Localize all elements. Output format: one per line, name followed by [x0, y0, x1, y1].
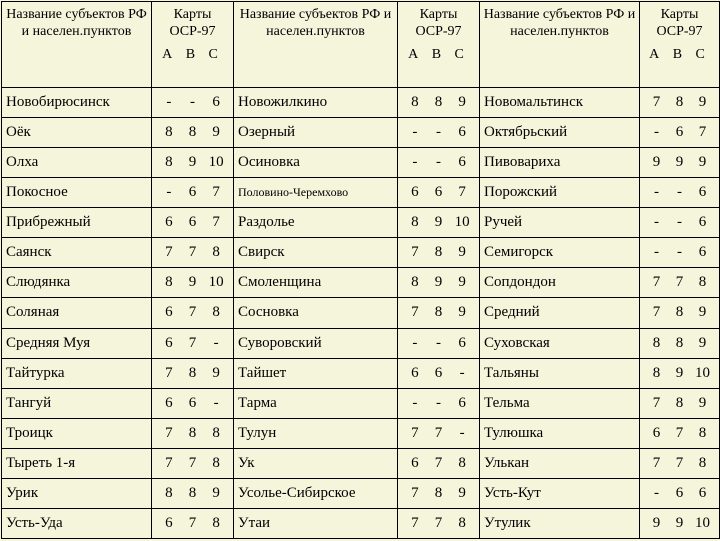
intensity-a: 7: [411, 304, 419, 321]
header-maps-1: Карты ОСР-97 А В С: [152, 2, 234, 88]
intensity-c: 7: [212, 214, 220, 231]
table-row: [2, 178, 720, 208]
intensity-values: [640, 328, 720, 358]
settlement-name: Октябрьский: [480, 118, 640, 148]
intensity-a: -: [412, 124, 418, 141]
intensity-c: -: [459, 364, 465, 381]
intensity-values: [152, 208, 234, 238]
header-maps-3: Карты ОСР-97 А В С: [640, 2, 720, 88]
intensity-a: 6: [411, 454, 419, 471]
intensity-c: 10: [695, 514, 710, 531]
settlement-name: Тайтурка: [2, 358, 152, 388]
intensity-values: [152, 268, 234, 298]
intensity-b: 8: [434, 484, 443, 501]
intensity-c: 9: [698, 394, 707, 411]
intensity-b: -: [435, 334, 441, 351]
intensity-a: -: [412, 334, 418, 351]
intensity-values: [398, 508, 480, 538]
intensity-c: 8: [212, 424, 220, 441]
intensity-values: [640, 388, 720, 418]
intensity-c: 6: [458, 334, 466, 351]
intensity-a: 7: [411, 514, 419, 531]
intensity-b: 9: [675, 154, 684, 171]
intensity-a: 6: [165, 394, 173, 411]
intensity-b: 6: [434, 184, 443, 201]
intensity-values: [640, 238, 720, 268]
settlement-name: Утаи: [234, 508, 398, 538]
settlement-name: Новобирюсинск: [2, 88, 152, 118]
intensity-values: [640, 88, 720, 118]
intensity-values: [398, 208, 480, 238]
intensity-c: 10: [208, 154, 224, 171]
intensity-values: [640, 478, 720, 508]
intensity-a: -: [166, 184, 172, 201]
table-row: [2, 238, 720, 268]
intensity-c: 6: [698, 484, 707, 501]
intensity-c: 9: [458, 484, 466, 501]
intensity-a: -: [654, 214, 659, 231]
settlement-name: Тыреть 1-я: [2, 448, 152, 478]
intensity-values: [398, 328, 480, 358]
intensity-a: 6: [165, 214, 173, 231]
table-row: [2, 448, 720, 478]
intensity-values: [152, 358, 234, 388]
intensity-b: 7: [434, 454, 443, 471]
intensity-b: 6: [188, 214, 197, 231]
intensity-b: 7: [434, 514, 443, 531]
intensity-b: 7: [434, 424, 443, 441]
intensity-a: 8: [411, 94, 419, 111]
intensity-a: 9: [652, 514, 661, 531]
settlement-name: Смоленщина: [234, 268, 398, 298]
settlement-name: Оёк: [2, 118, 152, 148]
intensity-values: [398, 478, 480, 508]
table-row: [2, 298, 720, 328]
intensity-b: 7: [188, 334, 197, 351]
intensity-a: 6: [652, 424, 661, 441]
intensity-b: 8: [675, 94, 684, 111]
table-row: [2, 148, 720, 178]
settlement-name: Усолье-Сибирское: [234, 478, 398, 508]
intensity-a: 7: [652, 454, 661, 471]
intensity-values: [640, 178, 720, 208]
settlement-name: Тулюшка: [480, 418, 640, 448]
intensity-b: 8: [188, 124, 197, 141]
settlement-name: Новожилкино: [234, 88, 398, 118]
settlement-name: Осиновка: [234, 148, 398, 178]
settlement-name: Ручей: [480, 208, 640, 238]
intensity-values: [152, 148, 234, 178]
intensity-a: -: [654, 484, 659, 501]
intensity-b: 8: [434, 94, 443, 111]
intensity-values: [152, 298, 234, 328]
intensity-values: [398, 238, 480, 268]
settlement-name: Тальяны: [480, 358, 640, 388]
settlement-name: Ук: [234, 448, 398, 478]
intensity-a: 6: [411, 364, 419, 381]
settlement-name: Улькан: [480, 448, 640, 478]
intensity-a: 7: [652, 304, 661, 321]
intensity-a: -: [654, 184, 659, 201]
intensity-c: 7: [458, 184, 466, 201]
intensity-c: 9: [698, 304, 707, 321]
intensity-values: [398, 148, 480, 178]
intensity-c: 9: [458, 94, 466, 111]
intensity-c: 9: [212, 364, 220, 381]
intensity-values: [640, 508, 720, 538]
intensity-c: 6: [458, 154, 466, 171]
intensity-a: -: [412, 154, 418, 171]
intensity-c: -: [213, 334, 219, 351]
settlement-name: Озерный: [234, 118, 398, 148]
intensity-b: 8: [434, 304, 443, 321]
table-row: [2, 268, 720, 298]
intensity-c: -: [459, 424, 465, 441]
intensity-c: 8: [458, 454, 466, 471]
header-maps-2: Карты ОСР-97 А В С: [398, 2, 480, 88]
intensity-c: -: [213, 394, 219, 411]
intensity-values: [398, 388, 480, 418]
intensity-c: 9: [212, 124, 220, 141]
settlement-name: Семигорск: [480, 238, 640, 268]
intensity-c: 9: [698, 94, 707, 111]
intensity-a: 8: [411, 274, 419, 291]
intensity-c: 8: [212, 304, 220, 321]
intensity-a: 7: [652, 274, 661, 291]
intensity-values: [398, 268, 480, 298]
intensity-a: -: [654, 124, 659, 141]
table-header: [2, 2, 720, 88]
intensity-b: 6: [188, 184, 197, 201]
intensity-values: [640, 448, 720, 478]
intensity-a: -: [166, 94, 172, 111]
intensity-a: 9: [652, 154, 661, 171]
intensity-c: 9: [458, 244, 466, 261]
intensity-c: 6: [698, 184, 707, 201]
settlement-name: Тангуй: [2, 388, 152, 418]
settlement-name: Сосновка: [234, 298, 398, 328]
intensity-values: [640, 418, 720, 448]
intensity-c: 9: [458, 274, 466, 291]
settlement-name: Прибрежный: [2, 208, 152, 238]
intensity-c: 6: [698, 244, 707, 261]
intensity-c: 6: [698, 214, 707, 231]
settlement-name: Суховская: [480, 328, 640, 358]
intensity-values: [152, 118, 234, 148]
intensity-b: 7: [188, 514, 197, 531]
table-row: [2, 388, 720, 418]
settlement-name: Тулун: [234, 418, 398, 448]
intensity-a: 6: [165, 334, 173, 351]
intensity-c: 6: [212, 94, 220, 111]
intensity-b: 8: [188, 364, 197, 381]
intensity-b: 8: [675, 394, 684, 411]
intensity-a: 7: [411, 484, 419, 501]
settlement-name: Новомальтинск: [480, 88, 640, 118]
intensity-b: 9: [434, 274, 443, 291]
table-row: [2, 418, 720, 448]
settlement-name: Утулик: [480, 508, 640, 538]
intensity-c: 10: [208, 274, 224, 291]
intensity-values: [398, 178, 480, 208]
settlement-name: Урик: [2, 478, 152, 508]
settlement-name: Тарма: [234, 388, 398, 418]
intensity-c: 10: [454, 214, 470, 231]
intensity-values: [152, 478, 234, 508]
settlement-name: Пивовариха: [480, 148, 640, 178]
settlement-name: Раздолье: [234, 208, 398, 238]
settlement-name: Тайшет: [234, 358, 398, 388]
header-name-3: Название субъектов РФ и населен.пунктов: [480, 2, 640, 88]
intensity-a: 7: [652, 394, 661, 411]
intensity-values: [152, 238, 234, 268]
settlement-name: Средний: [480, 298, 640, 328]
intensity-values: [398, 358, 480, 388]
intensity-b: -: [677, 184, 682, 201]
intensity-a: -: [654, 244, 659, 261]
intensity-values: [398, 298, 480, 328]
intensity-values: [152, 448, 234, 478]
intensity-b: 7: [188, 304, 197, 321]
intensity-a: 8: [652, 364, 661, 381]
intensity-a: 6: [165, 304, 173, 321]
intensity-b: 6: [675, 124, 684, 141]
settlement-name: Тельма: [480, 388, 640, 418]
intensity-values: [152, 418, 234, 448]
intensity-b: 8: [434, 244, 443, 261]
settlement-name: Слюдянка: [2, 268, 152, 298]
intensity-values: [640, 208, 720, 238]
settlement-name: Усть-Кут: [480, 478, 640, 508]
intensity-b: 9: [188, 274, 197, 291]
settlement-name: Половино-Черемхово: [234, 178, 398, 208]
intensity-a: 6: [165, 514, 173, 531]
intensity-a: 7: [165, 244, 173, 261]
settlement-name: Саянск: [2, 238, 152, 268]
table-row: [2, 358, 720, 388]
intensity-a: 8: [411, 214, 419, 231]
table-row: [2, 208, 720, 238]
intensity-b: 8: [188, 424, 197, 441]
intensity-values: [152, 388, 234, 418]
intensity-values: [398, 418, 480, 448]
header-name-1: Название субъектов РФ и населен.пунктов: [2, 2, 152, 88]
intensity-a: 7: [165, 364, 173, 381]
settlement-name: Средняя Муя: [2, 328, 152, 358]
intensity-b: -: [677, 244, 682, 261]
intensity-a: 8: [165, 154, 173, 171]
intensity-b: 7: [675, 424, 684, 441]
intensity-values: [152, 328, 234, 358]
intensity-c: 7: [212, 184, 220, 201]
intensity-a: 7: [652, 94, 661, 111]
intensity-b: 7: [675, 454, 684, 471]
intensity-b: 7: [188, 244, 197, 261]
settlement-name: Суворовский: [234, 328, 398, 358]
table-row: [2, 88, 720, 118]
intensity-b: 9: [434, 214, 443, 231]
intensity-b: -: [189, 94, 195, 111]
intensity-b: 8: [675, 334, 684, 351]
intensity-values: [398, 448, 480, 478]
intensity-b: 9: [675, 364, 684, 381]
settlement-name: Покосное: [2, 178, 152, 208]
intensity-b: -: [435, 394, 441, 411]
intensity-b: -: [435, 124, 441, 141]
intensity-b: 8: [675, 304, 684, 321]
intensity-b: 6: [188, 394, 197, 411]
seismic-table: [1, 1, 720, 539]
intensity-c: 9: [458, 304, 466, 321]
intensity-c: 6: [458, 394, 466, 411]
intensity-c: 8: [212, 514, 220, 531]
intensity-values: [152, 178, 234, 208]
header-name-2: Название субъектов РФ и населен.пунктов: [234, 2, 398, 88]
intensity-b: 7: [188, 454, 197, 471]
intensity-a: 8: [165, 124, 173, 141]
intensity-a: 7: [411, 244, 419, 261]
intensity-c: 10: [695, 364, 710, 381]
settlement-name: Соляная: [2, 298, 152, 328]
intensity-values: [398, 118, 480, 148]
intensity-a: 7: [411, 424, 419, 441]
intensity-c: 8: [212, 244, 220, 261]
intensity-c: 7: [698, 124, 707, 141]
intensity-c: 6: [458, 124, 466, 141]
intensity-a: 8: [165, 484, 173, 501]
settlement-name: Сопдондон: [480, 268, 640, 298]
settlement-name: Свирск: [234, 238, 398, 268]
table-row: [2, 118, 720, 148]
intensity-a: 7: [165, 454, 173, 471]
intensity-c: 8: [458, 514, 466, 531]
intensity-c: 8: [698, 424, 707, 441]
intensity-b: 9: [675, 514, 684, 531]
intensity-c: 8: [698, 274, 707, 291]
intensity-a: 7: [165, 424, 173, 441]
intensity-values: [640, 358, 720, 388]
intensity-a: 6: [411, 184, 419, 201]
intensity-c: 8: [698, 454, 707, 471]
intensity-a: -: [412, 394, 418, 411]
intensity-b: 7: [675, 274, 684, 291]
settlement-name: Троицк: [2, 418, 152, 448]
intensity-values: [640, 268, 720, 298]
intensity-b: -: [677, 214, 682, 231]
intensity-b: 6: [675, 484, 684, 501]
intensity-b: -: [435, 154, 441, 171]
table-row: [2, 328, 720, 358]
intensity-values: [640, 118, 720, 148]
intensity-a: 8: [652, 334, 661, 351]
intensity-b: 9: [188, 154, 197, 171]
settlement-name: Олха: [2, 148, 152, 178]
intensity-c: 8: [212, 454, 220, 471]
intensity-b: 8: [188, 484, 197, 501]
intensity-values: [640, 148, 720, 178]
intensity-c: 9: [698, 334, 707, 351]
settlement-name: Порожский: [480, 178, 640, 208]
settlement-name: Усть-Уда: [2, 508, 152, 538]
table-row: [2, 508, 720, 538]
intensity-c: 9: [212, 484, 220, 501]
intensity-b: 6: [434, 364, 443, 381]
intensity-c: 9: [698, 154, 707, 171]
intensity-values: [152, 508, 234, 538]
table-row: [2, 478, 720, 508]
intensity-values: [152, 88, 234, 118]
intensity-values: [640, 298, 720, 328]
intensity-a: 8: [165, 274, 173, 291]
intensity-values: [398, 88, 480, 118]
